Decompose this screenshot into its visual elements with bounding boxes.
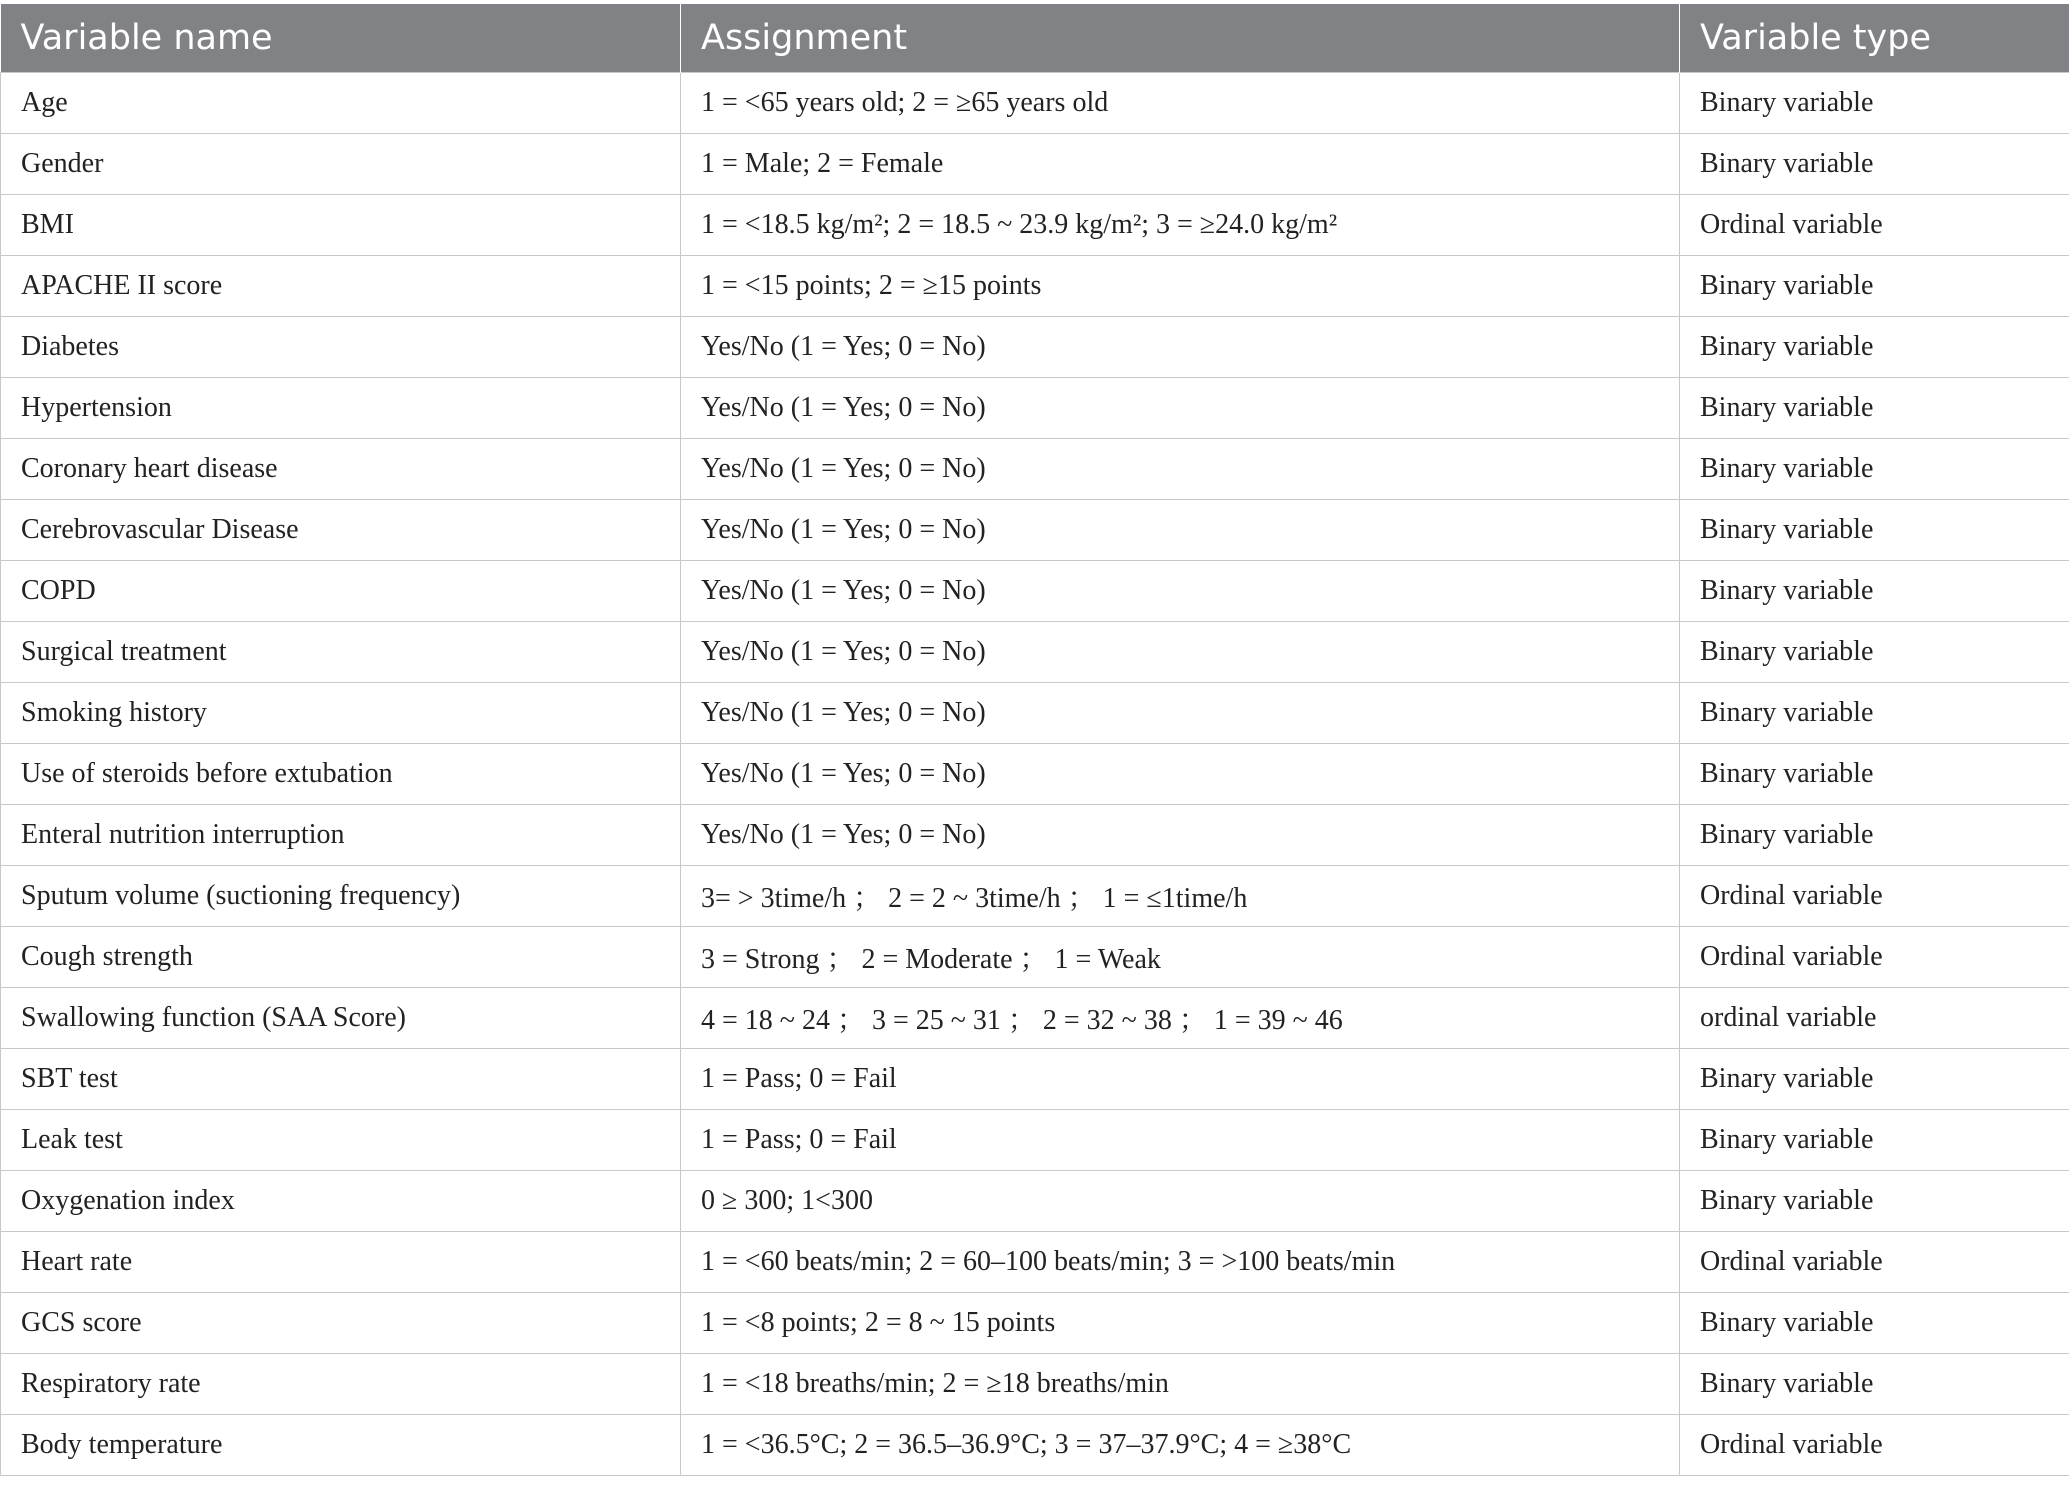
assignment-cell: 0 ≥ 300; 1<300 xyxy=(681,1171,1680,1232)
header-assignment: Assignment xyxy=(681,4,1680,73)
variable-name-cell: Cerebrovascular Disease xyxy=(1,500,681,561)
table-row xyxy=(1,561,2069,622)
table-row xyxy=(1,622,2069,683)
variable-type-cell: Binary variable xyxy=(1680,256,2069,317)
variable-type-cell: Binary variable xyxy=(1680,1293,2069,1354)
table-row xyxy=(1,1415,2069,1476)
variable-name-cell: Swallowing function (SAA Score) xyxy=(1,988,681,1049)
variable-type-cell: Ordinal variable xyxy=(1680,927,2069,988)
table-row xyxy=(1,317,2069,378)
variable-name-cell: Enteral nutrition interruption xyxy=(1,805,681,866)
variable-name-cell: Hypertension xyxy=(1,378,681,439)
variable-name-cell: SBT test xyxy=(1,1049,681,1110)
assignment-cell: 4 = 18 ~ 24 ； 3 = 25 ~ 31 ； 2 = 32 ~ 38 ； 1 = 39 ~ 46 xyxy=(681,988,1680,1049)
variable-name-cell: Surgical treatment xyxy=(1,622,681,683)
variable-name-cell: APACHE II score xyxy=(1,256,681,317)
assignment-cell: 1 = Pass; 0 = Fail xyxy=(681,1110,1680,1171)
assignment-cell: 1 = <65 years old; 2 = ≥65 years old xyxy=(681,73,1680,134)
table-row xyxy=(1,73,2069,134)
assignment-cell: Yes/No (1 = Yes; 0 = No) xyxy=(681,805,1680,866)
table-row xyxy=(1,500,2069,561)
assignment-cell: Yes/No (1 = Yes; 0 = No) xyxy=(681,378,1680,439)
variable-type-cell: Binary variable xyxy=(1680,805,2069,866)
table-row xyxy=(1,134,2069,195)
assignment-cell: Yes/No (1 = Yes; 0 = No) xyxy=(681,622,1680,683)
variable-assignment-table-container xyxy=(0,4,2069,1476)
variable-type-cell: Binary variable xyxy=(1680,500,2069,561)
variable-assignment-table xyxy=(0,4,2069,1476)
assignment-cell: 1 = <18 breaths/min; 2 = ≥18 breaths/min xyxy=(681,1354,1680,1415)
assignment-cell: Yes/No (1 = Yes; 0 = No) xyxy=(681,744,1680,805)
variable-type-cell: Ordinal variable xyxy=(1680,1232,2069,1293)
table-row xyxy=(1,1232,2069,1293)
assignment-cell: Yes/No (1 = Yes; 0 = No) xyxy=(681,439,1680,500)
variable-type-cell: ordinal variable xyxy=(1680,988,2069,1049)
variable-name-cell: COPD xyxy=(1,561,681,622)
assignment-cell: 3 = Strong ； 2 = Moderate ； 1 = Weak xyxy=(681,927,1680,988)
variable-type-cell: Binary variable xyxy=(1680,317,2069,378)
variable-type-cell: Binary variable xyxy=(1680,561,2069,622)
variable-name-cell: Body temperature xyxy=(1,1415,681,1476)
variable-name-cell: Oxygenation index xyxy=(1,1171,681,1232)
variable-type-cell: Binary variable xyxy=(1680,378,2069,439)
variable-name-cell: Leak test xyxy=(1,1110,681,1171)
variable-type-cell: Ordinal variable xyxy=(1680,195,2069,256)
assignment-cell: Yes/No (1 = Yes; 0 = No) xyxy=(681,317,1680,378)
variable-type-cell: Ordinal variable xyxy=(1680,866,2069,927)
header-variable-type: Variable type xyxy=(1680,4,2069,73)
variable-type-cell: Ordinal variable xyxy=(1680,1415,2069,1476)
variable-name-cell: Cough strength xyxy=(1,927,681,988)
variable-type-cell: Binary variable xyxy=(1680,1110,2069,1171)
assignment-cell: 1 = <8 points; 2 = 8 ~ 15 points xyxy=(681,1293,1680,1354)
assignment-cell: 1 = <18.5 kg/m²; 2 = 18.5 ~ 23.9 kg/m²; 3 = ≥24.0 kg/m² xyxy=(681,195,1680,256)
variable-name-cell: Diabetes xyxy=(1,317,681,378)
assignment-cell: Yes/No (1 = Yes; 0 = No) xyxy=(681,500,1680,561)
assignment-cell: 1 = <60 beats/min; 2 = 60–100 beats/min; 3 = >100 beats/min xyxy=(681,1232,1680,1293)
table-row xyxy=(1,805,2069,866)
variable-type-cell: Binary variable xyxy=(1680,73,2069,134)
variable-name-cell: Sputum volume (suctioning frequency) xyxy=(1,866,681,927)
variable-name-cell: BMI xyxy=(1,195,681,256)
variable-name-cell: Respiratory rate xyxy=(1,1354,681,1415)
table-row xyxy=(1,683,2069,744)
variable-type-cell: Binary variable xyxy=(1680,1171,2069,1232)
table-row xyxy=(1,1354,2069,1415)
variable-name-cell: Smoking history xyxy=(1,683,681,744)
table-row xyxy=(1,1171,2069,1232)
assignment-cell: 1 = Male; 2 = Female xyxy=(681,134,1680,195)
assignment-cell: Yes/No (1 = Yes; 0 = No) xyxy=(681,683,1680,744)
variable-name-cell: Use of steroids before extubation xyxy=(1,744,681,805)
table-row xyxy=(1,866,2069,927)
assignment-cell: 1 = <36.5°C; 2 = 36.5–36.9°C; 3 = 37–37.9°C; 4 = ≥38°C xyxy=(681,1415,1680,1476)
variable-type-cell: Binary variable xyxy=(1680,744,2069,805)
header-variable-name: Variable name xyxy=(1,4,681,73)
variable-type-cell: Binary variable xyxy=(1680,1049,2069,1110)
assignment-cell: 3= > 3time/h ； 2 = 2 ~ 3time/h ； 1 = ≤1time/h xyxy=(681,866,1680,927)
variable-type-cell: Binary variable xyxy=(1680,134,2069,195)
variable-type-cell: Binary variable xyxy=(1680,622,2069,683)
variable-name-cell: Heart rate xyxy=(1,1232,681,1293)
table-row xyxy=(1,744,2069,805)
variable-type-cell: Binary variable xyxy=(1680,439,2069,500)
table-body xyxy=(1,73,2069,1476)
table-row xyxy=(1,195,2069,256)
table-row xyxy=(1,1110,2069,1171)
table-row xyxy=(1,927,2069,988)
assignment-cell: Yes/No (1 = Yes; 0 = No) xyxy=(681,561,1680,622)
assignment-cell: 1 = <15 points; 2 = ≥15 points xyxy=(681,256,1680,317)
assignment-cell: 1 = Pass; 0 = Fail xyxy=(681,1049,1680,1110)
variable-name-cell: GCS score xyxy=(1,1293,681,1354)
variable-type-cell: Binary variable xyxy=(1680,683,2069,744)
variable-name-cell: Gender xyxy=(1,134,681,195)
table-header-row xyxy=(1,4,2069,73)
table-row xyxy=(1,1293,2069,1354)
table-row xyxy=(1,988,2069,1049)
table-row xyxy=(1,1049,2069,1110)
variable-name-cell: Coronary heart disease xyxy=(1,439,681,500)
table-row xyxy=(1,439,2069,500)
variable-name-cell: Age xyxy=(1,73,681,134)
variable-type-cell: Binary variable xyxy=(1680,1354,2069,1415)
table-row xyxy=(1,256,2069,317)
table-row xyxy=(1,378,2069,439)
